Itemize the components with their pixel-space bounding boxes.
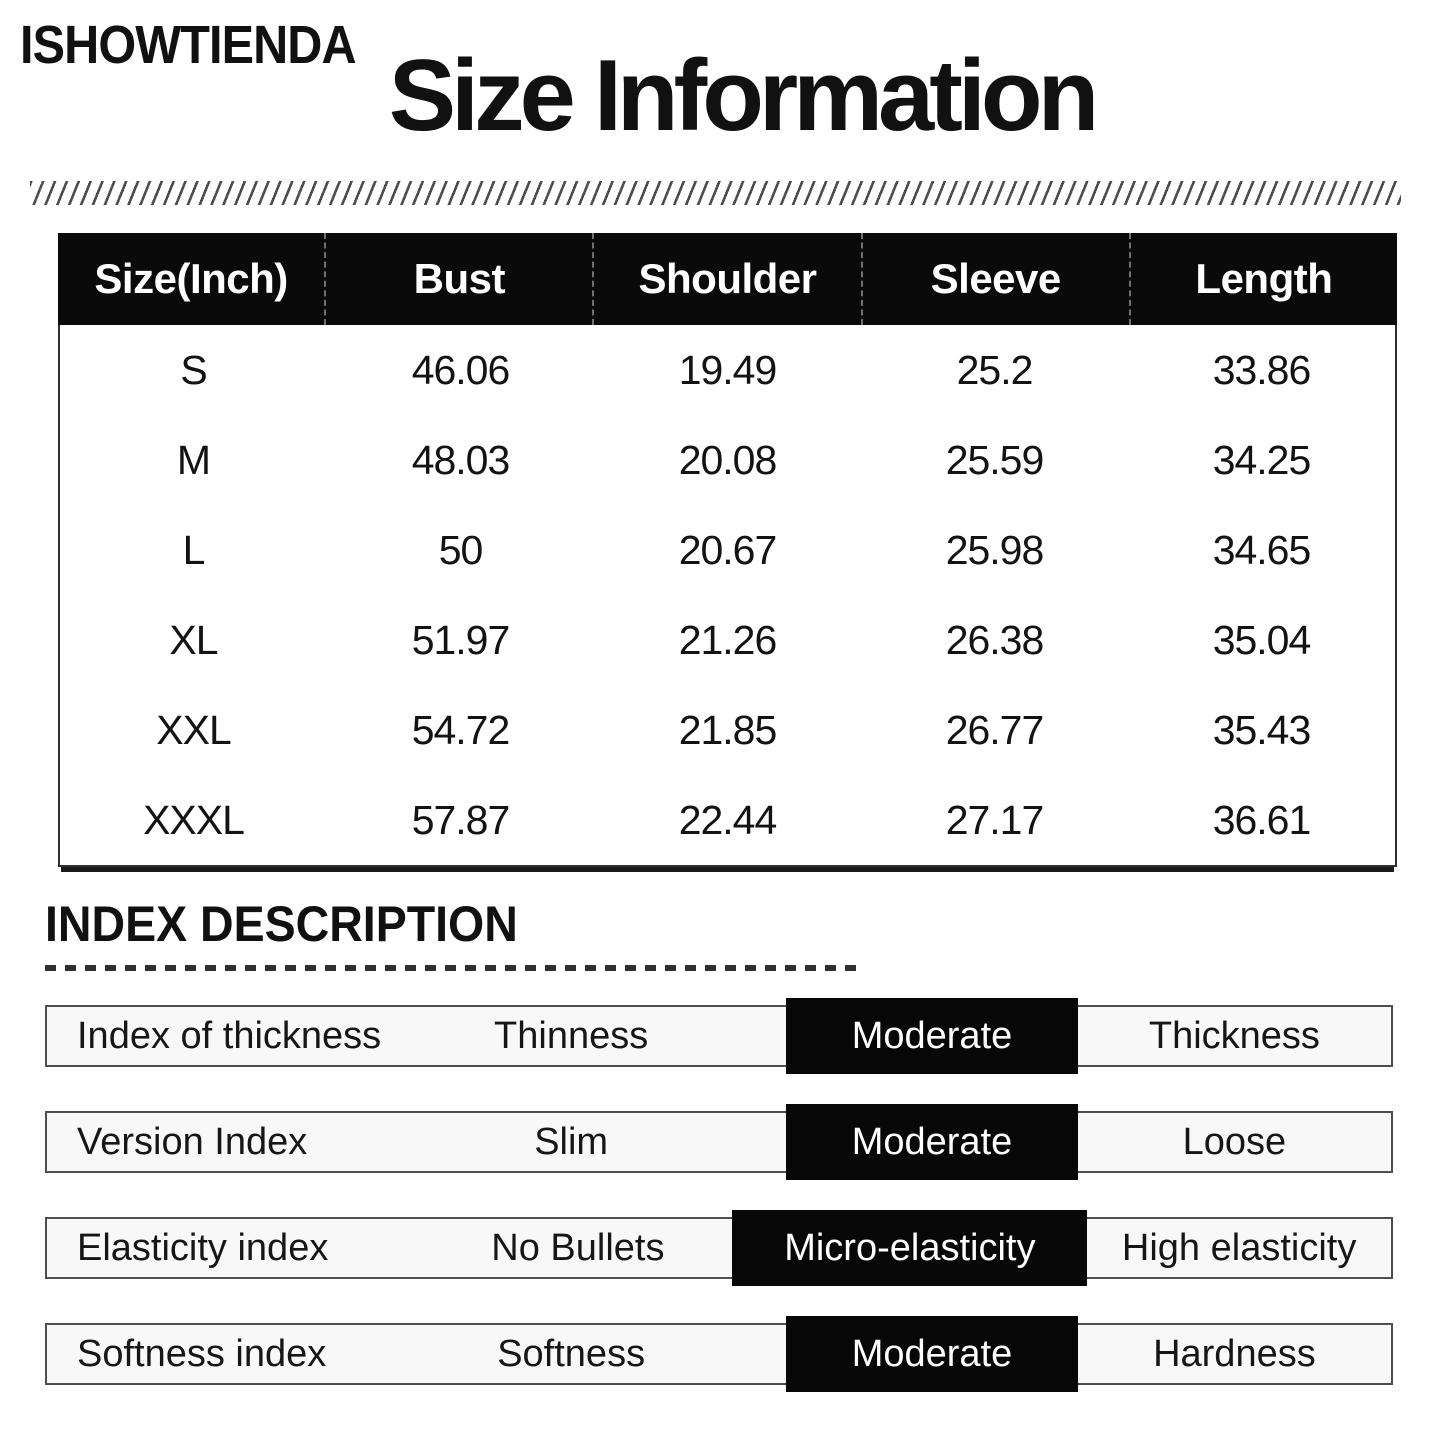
size-value: S <box>180 347 207 394</box>
column-header-bust: Bust <box>324 233 592 325</box>
bust-value: 57.87 <box>411 797 510 844</box>
shoulder-value: 21.85 <box>678 707 777 754</box>
sleeve-value: 26.38 <box>945 617 1044 664</box>
size-table-body <box>58 325 1397 867</box>
index-row-label: Softness index <box>77 1332 327 1375</box>
bust-value: 54.72 <box>411 707 510 754</box>
index-option-selected: Micro-elasticity <box>732 1210 1087 1286</box>
column-header-length: Length <box>1129 233 1397 325</box>
index-option: Hardness <box>1153 1332 1316 1375</box>
bust-value: 48.03 <box>411 437 510 484</box>
size-value: XXXL <box>143 797 244 844</box>
index-option: Slim <box>534 1120 609 1163</box>
size-value: XL <box>169 617 218 664</box>
index-option-selected: Moderate <box>786 998 1078 1074</box>
sleeve-value: 25.2 <box>956 347 1033 394</box>
shoulder-value: 20.08 <box>678 437 777 484</box>
index-row-thickness <box>45 1005 1393 1067</box>
index-option: Thinness <box>494 1014 649 1057</box>
length-value: 35.43 <box>1212 707 1311 754</box>
index-row-label: Elasticity index <box>77 1226 329 1269</box>
index-option: Loose <box>1182 1120 1287 1163</box>
sleeve-value: 26.77 <box>945 707 1044 754</box>
size-table-header-row <box>58 233 1397 325</box>
shoulder-value: 19.49 <box>678 347 777 394</box>
column-header-sleeve: Sleeve <box>861 233 1129 325</box>
index-option: Thickness <box>1148 1014 1320 1057</box>
sleeve-value: 27.17 <box>945 797 1044 844</box>
dashed-divider <box>45 965 863 971</box>
column-header-shoulder: Shoulder <box>592 233 860 325</box>
shoulder-value: 21.26 <box>678 617 777 664</box>
index-option-selected: Moderate <box>786 1104 1078 1180</box>
shoulder-value: 20.67 <box>678 527 777 574</box>
index-option: High elasticity <box>1121 1226 1357 1269</box>
index-option: Softness <box>497 1332 646 1375</box>
length-value: 35.04 <box>1212 617 1311 664</box>
table-row <box>60 595 1395 685</box>
shoulder-value: 22.44 <box>678 797 777 844</box>
index-row-label: Version Index <box>77 1120 308 1163</box>
column-header-size: Size(Inch) <box>94 255 288 303</box>
length-value: 34.25 <box>1212 437 1311 484</box>
index-row-label: Index of thickness <box>77 1014 382 1057</box>
bust-value: 46.06 <box>411 347 510 394</box>
index-option: No Bullets <box>491 1226 665 1269</box>
table-row <box>60 325 1395 415</box>
table-row <box>60 685 1395 775</box>
page-title: Size Information <box>388 40 1095 152</box>
bust-value: 51.97 <box>411 617 510 664</box>
brand-logo-text: ISHOWTIENDA <box>20 15 356 75</box>
index-description-list <box>45 1005 1393 1385</box>
size-value: M <box>176 437 211 484</box>
length-value: 33.86 <box>1212 347 1311 394</box>
sleeve-value: 25.98 <box>945 527 1044 574</box>
index-row-elasticity <box>45 1217 1393 1279</box>
table-row <box>60 505 1395 595</box>
table-row <box>60 775 1395 865</box>
hatched-divider <box>30 181 1401 205</box>
size-value: XXL <box>156 707 231 754</box>
length-value: 34.65 <box>1212 527 1311 574</box>
length-value: 36.61 <box>1212 797 1311 844</box>
size-table <box>58 233 1397 867</box>
index-row-version <box>45 1111 1393 1173</box>
index-row-softness <box>45 1323 1393 1385</box>
bust-value: 50 <box>438 527 483 574</box>
size-value: L <box>182 527 205 574</box>
index-description-heading: INDEX DESCRIPTION <box>45 896 518 953</box>
sleeve-value: 25.59 <box>945 437 1044 484</box>
table-row <box>60 415 1395 505</box>
index-option-selected: Moderate <box>786 1316 1078 1392</box>
